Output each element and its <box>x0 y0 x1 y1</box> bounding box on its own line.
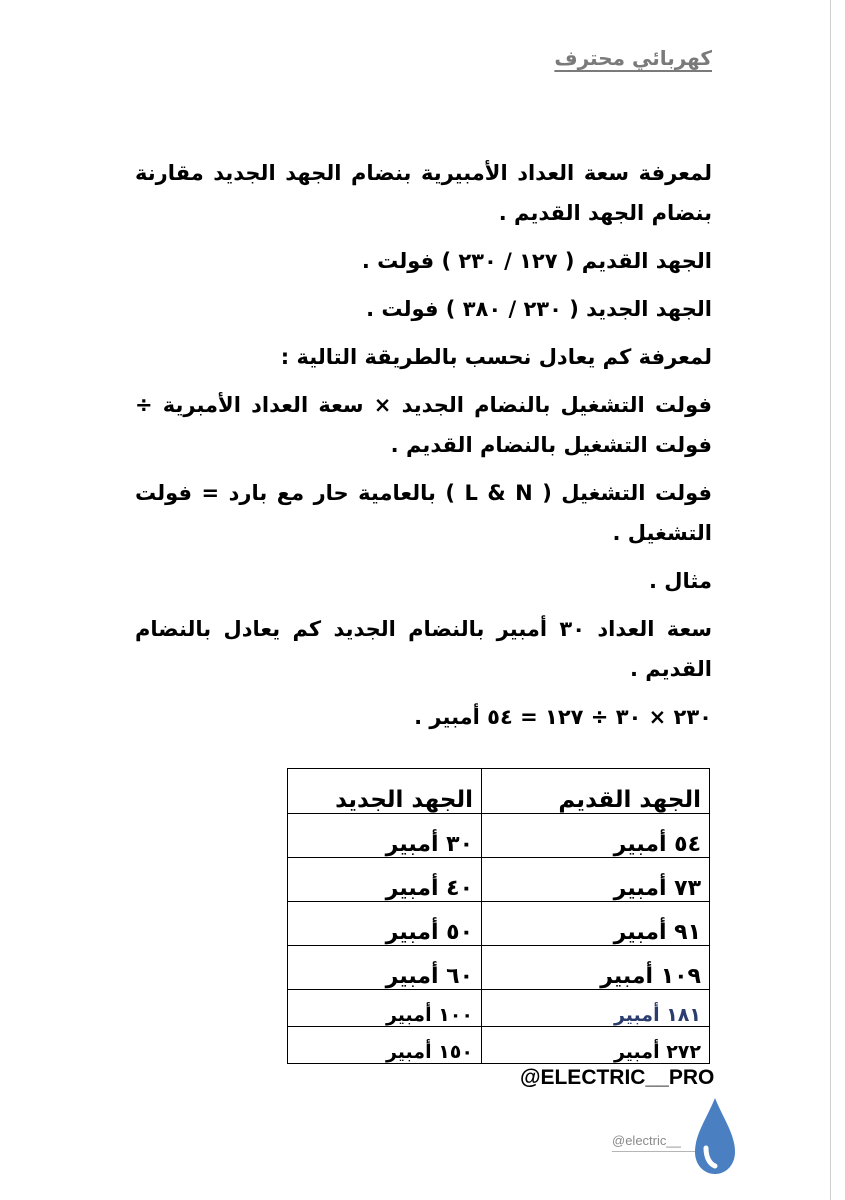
example-question: سعة العداد ٣٠ أمبير بالنضام الجديد كم يعادل بالنضام القديم . <box>135 617 712 681</box>
author-handle: @ELECTRIC__PRO <box>520 1066 715 1089</box>
watermark-handle: @electric__ <box>612 1133 681 1148</box>
watermark-underline <box>612 1151 698 1152</box>
method-heading: لمعرفة كم يعادل نحسب بالطريقة التالية : <box>280 345 712 369</box>
table-row <box>288 902 710 946</box>
cell-new-value: ١٠٠ أمبير <box>288 990 482 1027</box>
table-row <box>288 858 710 902</box>
header-new-voltage: الجهد الجديد <box>288 769 482 814</box>
table-row <box>288 814 710 858</box>
cell-new-value: ٥٠ أمبير <box>288 902 482 946</box>
page-edge-line <box>830 0 831 1200</box>
ampere-conversion-table <box>287 768 710 1064</box>
cell-new-value: ١٥٠ أمبير <box>288 1027 482 1064</box>
table-header-row <box>288 769 710 814</box>
water-drop-icon <box>693 1096 737 1176</box>
document-header-title: كهربائي محترف <box>554 46 712 70</box>
cell-old-value: ٩١ أمبير <box>482 902 710 946</box>
table-row <box>288 946 710 990</box>
header-old-voltage: الجهد القديم <box>482 769 710 814</box>
cell-old-value: ١٨١ أمبير <box>482 990 710 1027</box>
table-row <box>288 1027 710 1064</box>
cell-old-value: ١٠٩ أمبير <box>482 946 710 990</box>
new-voltage-line: الجهد الجديد ( ٢٣٠ / ٣٨٠ ) فولت . <box>366 297 712 321</box>
intro-paragraph: لمعرفة سعة العداد الأمبيرية بنضام الجهد الجديد مقارنة بنضام الجهد القديم . <box>135 161 712 225</box>
cell-new-value: ٣٠ أمبير <box>288 814 482 858</box>
cell-old-value: ٢٧٢ أمبير <box>482 1027 710 1064</box>
example-heading: مثال . <box>649 569 712 593</box>
cell-old-value: ٧٣ أمبير <box>482 858 710 902</box>
cell-new-value: ٦٠ أمبير <box>288 946 482 990</box>
example-calculation: ٢٣٠ × ٣٠ ÷ ١٢٧ = ٥٤ أمبير . <box>414 705 712 729</box>
formula-paragraph: فولت التشغيل بالنضام الجديد × سعة العداد الأمبرية ÷ فولت التشغيل بالنضام القديم . <box>135 393 712 457</box>
cell-old-value: ٥٤ أمبير <box>482 814 710 858</box>
document-body <box>135 153 712 745</box>
operating-voltage-note: فولت التشغيل ( L & N ) بالعامية حار مع بارد = فولت التشغيل . <box>135 481 712 545</box>
table-row <box>288 990 710 1027</box>
cell-new-value: ٤٠ أمبير <box>288 858 482 902</box>
old-voltage-line: الجهد القديم ( ١٢٧ / ٢٣٠ ) فولت . <box>361 249 712 273</box>
